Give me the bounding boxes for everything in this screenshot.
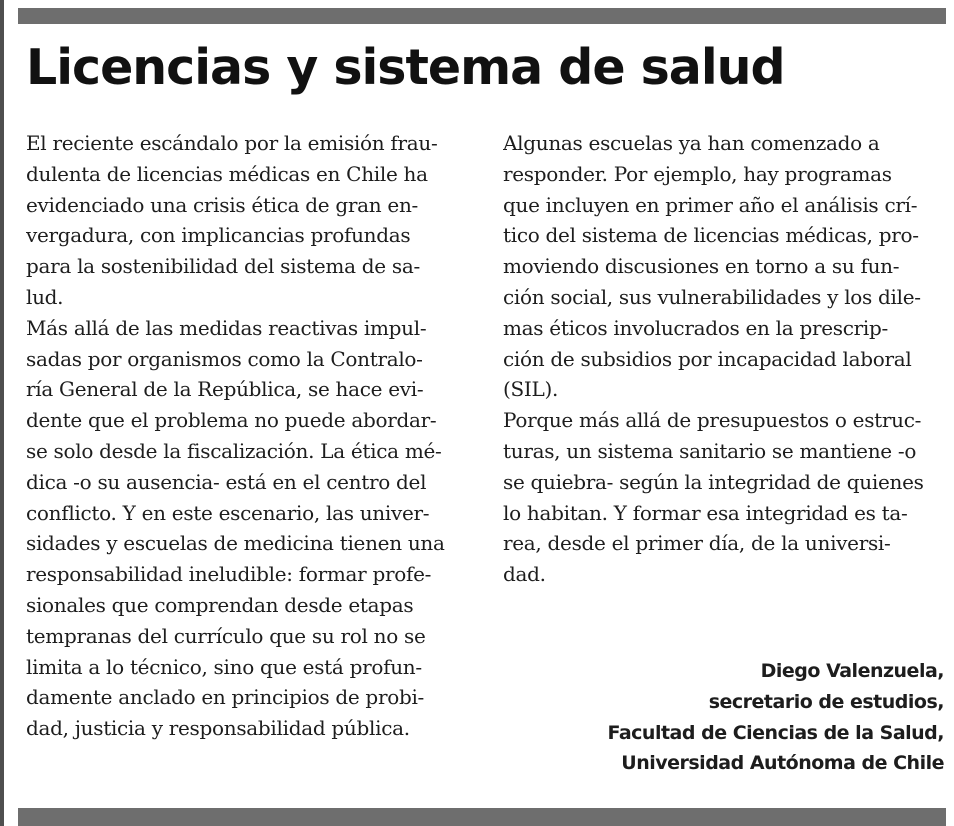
top-divider-bar xyxy=(18,8,946,24)
author-university: Universidad Autónoma de Chile xyxy=(621,752,944,775)
bottom-divider-bar xyxy=(18,808,946,826)
text-line: limita a lo técnico, sino que está profun- xyxy=(26,654,422,679)
article-right-column xyxy=(503,128,945,590)
text-line: dad. xyxy=(503,562,546,587)
author-faculty: Facultad de Ciencias de la Salud, xyxy=(607,721,944,744)
text-line: rea, desde el primer día, de la universi- xyxy=(503,531,891,556)
text-line: ría General de la República, se hace evi- xyxy=(26,377,424,402)
text-line: conflicto. Y en este escenario, las univer- xyxy=(26,500,430,525)
text-line: dica -o su ausencia- está en el centro del xyxy=(26,469,427,494)
text-line: sidades y escuelas de medicina tienen una xyxy=(26,531,445,556)
text-line: evidenciado una crisis ética de gran en- xyxy=(26,192,419,217)
text-line: sionales que comprendan desde etapas xyxy=(26,592,414,617)
article-left-column xyxy=(26,128,466,744)
article-headline: Licencias y sistema de salud xyxy=(26,39,785,96)
text-line: dad, justicia y responsabilidad pública. xyxy=(26,716,410,741)
text-line: dulenta de licencias médicas en Chile ha xyxy=(26,161,428,186)
text-line: responsabilidad ineludible: formar profe- xyxy=(26,562,432,587)
text-line: turas, un sistema sanitario se mantiene -o xyxy=(503,438,917,463)
text-line: vergadura, con implicancias profundas xyxy=(26,223,411,248)
text-line: se quiebra- según la integridad de quienes xyxy=(503,469,924,494)
text-line: moviendo discusiones en torno a su fun- xyxy=(503,254,900,279)
author-role: secretario de estudios, xyxy=(708,690,944,713)
author-name: Diego Valenzuela, xyxy=(760,660,944,682)
author-signature xyxy=(607,656,944,779)
text-line: responder. Por ejemplo, hay programas xyxy=(503,161,892,186)
text-line: ción social, sus vulnerabilidades y los dile- xyxy=(503,284,921,309)
text-line: Más allá de las medidas reactivas impul- xyxy=(26,315,427,340)
text-line: que incluyen en primer año el análisis crí- xyxy=(503,192,918,217)
text-line: lud. xyxy=(26,284,64,309)
text-line: Algunas escuelas ya han comenzado a xyxy=(503,131,880,155)
text-line: tico del sistema de licencias médicas, pro- xyxy=(503,223,919,248)
left-border-rule xyxy=(0,0,4,826)
text-line: lo habitan. Y formar esa integridad es ta- xyxy=(503,500,908,525)
text-line: sadas por organismos como la Contralo- xyxy=(26,346,423,371)
text-line: damente anclado en principios de probi- xyxy=(26,685,424,710)
text-line: ción de subsidios por incapacidad laboral xyxy=(503,346,912,371)
text-line: (SIL). xyxy=(503,377,559,402)
text-line: dente que el problema no puede abordar- xyxy=(26,408,437,433)
text-line: para la sostenibilidad del sistema de sa- xyxy=(26,254,420,279)
text-line: Porque más allá de presupuestos o estruc- xyxy=(503,408,922,433)
text-line: El reciente escándalo por la emisión frau- xyxy=(26,131,438,155)
text-line: mas éticos involucrados en la prescrip- xyxy=(503,315,888,340)
text-line: tempranas del currículo que su rol no se xyxy=(26,623,426,648)
text-line: se solo desde la fiscalización. La ética mé- xyxy=(26,438,442,463)
